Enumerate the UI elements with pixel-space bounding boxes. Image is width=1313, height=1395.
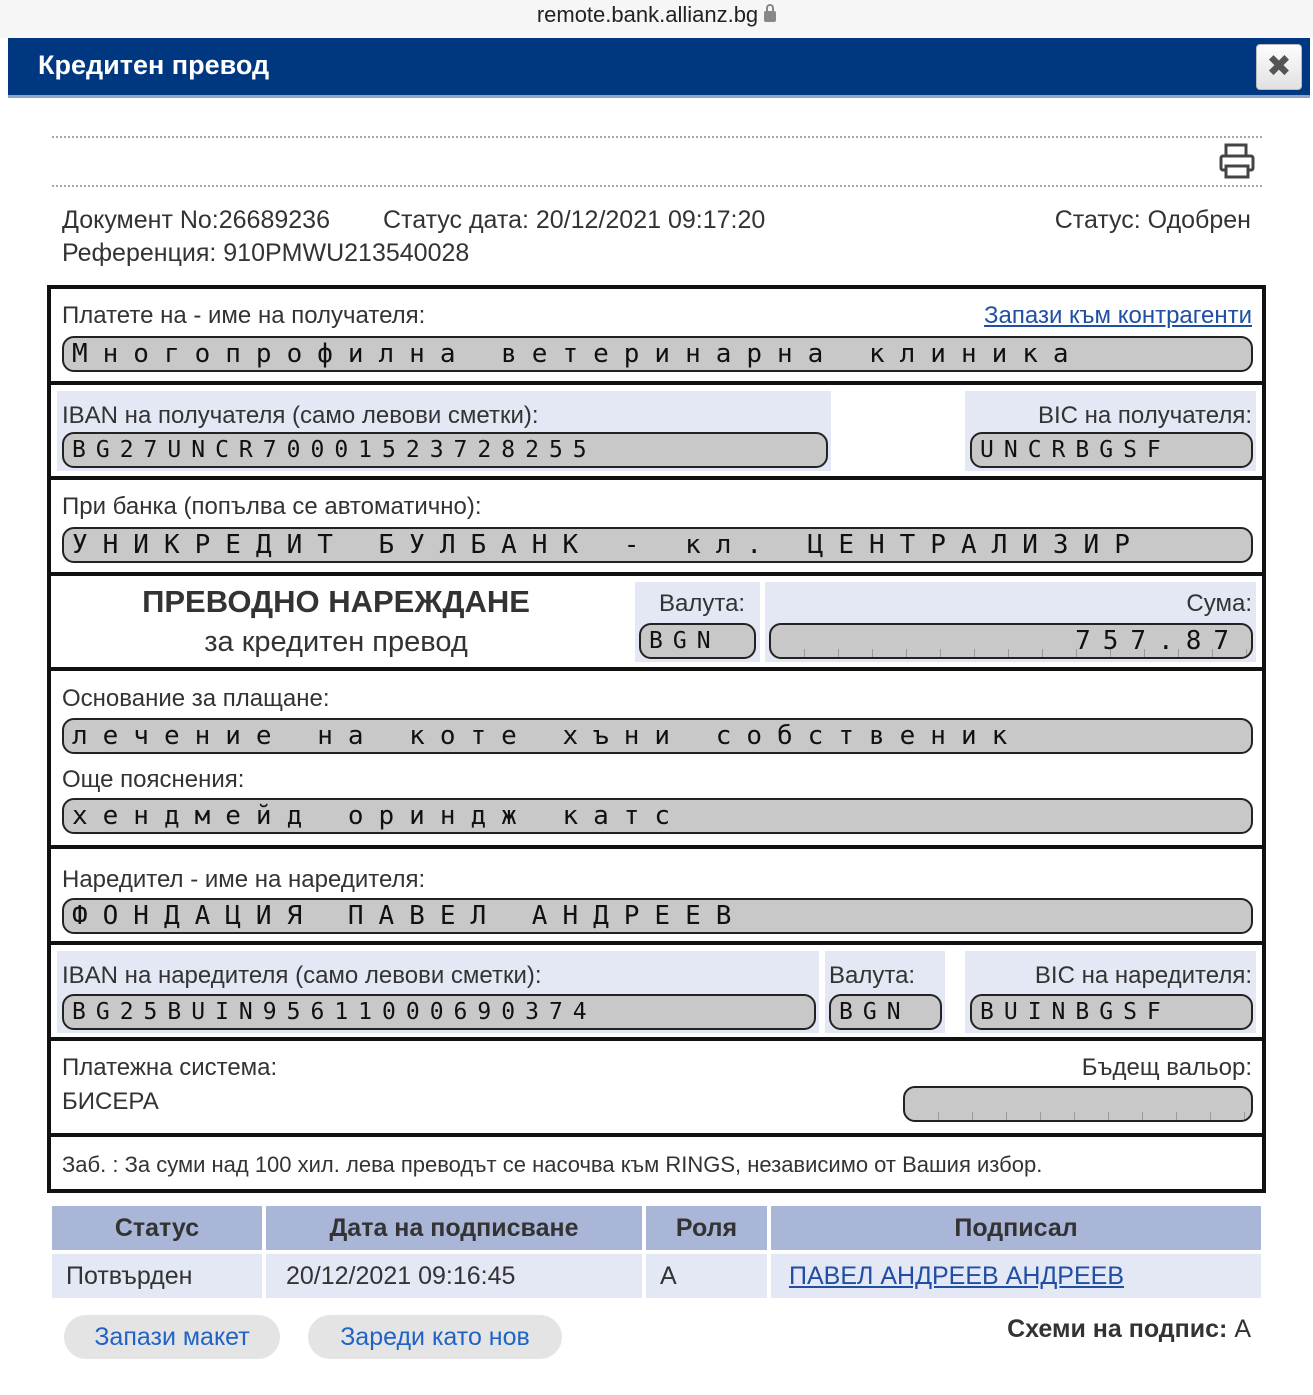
iban-recipient-field[interactable]: BG27UNCR70001523728255	[62, 432, 828, 468]
currency-label: Валута:	[659, 590, 746, 617]
column-header-signer: Подписал	[771, 1206, 1261, 1250]
close-icon[interactable]: ✖	[1256, 44, 1302, 90]
signature-schemes-value: A	[1234, 1315, 1251, 1343]
bank-label: При банка (попълва се автоматично):	[62, 493, 482, 520]
recipient-section	[51, 289, 1262, 385]
lock-icon	[764, 11, 776, 22]
signature-date: 20/12/2021 09:16:45	[266, 1254, 642, 1298]
recipient-account-section	[51, 385, 1262, 480]
payer-name-field[interactable]: ФОНДАЦИЯ ПАВЕЛ АНДРЕЕВ	[62, 898, 1253, 934]
order-title: ПРЕВОДНО НАРЕЖДАНЕ	[142, 584, 530, 619]
bic-recipient-field[interactable]: UNCRBGSF	[970, 432, 1253, 468]
bic-recipient-label: BIC на получателя:	[1037, 402, 1252, 429]
signature-schemes	[1007, 1315, 1251, 1344]
amount-field[interactable]: 757.87	[769, 623, 1253, 659]
payment-system-label: Платежна система:	[62, 1054, 278, 1081]
bic-payer-field[interactable]: BUINBGSF	[970, 994, 1253, 1030]
divider	[52, 185, 1262, 187]
signature-status: Потвърден	[52, 1254, 262, 1298]
future-date-field[interactable]	[903, 1086, 1253, 1122]
signature-role: A	[646, 1254, 767, 1298]
column-header-role: Роля	[646, 1206, 767, 1250]
document-number: Документ No:26689236	[62, 206, 330, 234]
save-template-button[interactable]: Запази макет	[64, 1315, 280, 1359]
printer-icon[interactable]	[1218, 143, 1256, 179]
dialog-title: Кредитен превод	[38, 50, 270, 80]
order-subtitle: за кредитен превод	[204, 626, 468, 658]
payment-system-section	[51, 1041, 1262, 1137]
payer-section	[51, 849, 1262, 945]
divider	[52, 136, 1262, 138]
reason-section	[51, 671, 1262, 849]
iban-payer-label: IBAN на наредителя (само левови сметки):	[62, 962, 542, 989]
table-header-row	[52, 1206, 1261, 1250]
table-row	[52, 1254, 1261, 1298]
iban-recipient-label: IBAN на получателя (само левови сметки):	[62, 402, 539, 429]
url-text: remote.bank.allianz.bg	[536, 2, 759, 27]
status-date: Статус дата: 20/12/2021 09:17:20	[383, 206, 766, 234]
recipient-name-field[interactable]: Многопрофилна ветеринарна клиника	[62, 336, 1253, 372]
signer-link[interactable]: ПАВЕЛ АНДРЕЕВ АНДРЕЕВ	[789, 1261, 1125, 1290]
payment-order-form	[47, 285, 1266, 1193]
bank-section	[51, 480, 1262, 576]
payer-label: Наредител - име на наредителя:	[62, 866, 426, 893]
reason-field[interactable]: лечение на коте хъни собственик	[62, 718, 1253, 754]
recipient-label: Платете на - име на получателя:	[62, 302, 426, 329]
payer-account-section	[51, 945, 1262, 1041]
column-header-date: Дата на подписване	[266, 1206, 642, 1250]
reason-label: Основание за плащане:	[62, 685, 330, 712]
note-section	[51, 1137, 1262, 1193]
payer-currency-label: Валута:	[829, 962, 916, 989]
note-text: Заб. : За суми над 100 хил. лева преводът се насочва към RINGS, независимо от Вашия избор.	[62, 1152, 1043, 1177]
load-as-new-button[interactable]: Зареди като нов	[308, 1315, 562, 1359]
payment-system-value: БИСЕРА	[62, 1088, 159, 1115]
future-date-label: Бъдещ вальор:	[1081, 1054, 1252, 1081]
iban-payer-field[interactable]: BG25BUIN95611000690374	[62, 994, 816, 1030]
bank-name-field: УНИКРЕДИТ БУЛБАНК - кл. ЦЕНТРАЛИЗИР	[62, 527, 1253, 563]
signatures-table	[48, 1202, 1265, 1302]
amount-label: Сума:	[1186, 590, 1252, 617]
bic-payer-label: BIC на наредителя:	[1034, 962, 1252, 989]
save-contragent-link[interactable]: Запази към контрагенти	[984, 302, 1252, 329]
document-status: Статус: Одобрен	[1054, 206, 1251, 234]
more-info-label: Още пояснения:	[62, 766, 245, 793]
reference: Референция: 910PMWU213540028	[62, 239, 470, 267]
amount-section	[51, 576, 1262, 671]
currency-field[interactable]: BGN	[639, 623, 756, 659]
column-header-status: Статус	[52, 1206, 262, 1250]
browser-url-bar[interactable]	[0, 0, 1313, 38]
dialog-titlebar	[8, 38, 1310, 98]
more-info-field[interactable]: хендмейд ориндж катс	[62, 798, 1253, 834]
signature-schemes-label: Схеми на подпис:	[1007, 1315, 1228, 1343]
payer-currency-field[interactable]: BGN	[829, 994, 942, 1030]
